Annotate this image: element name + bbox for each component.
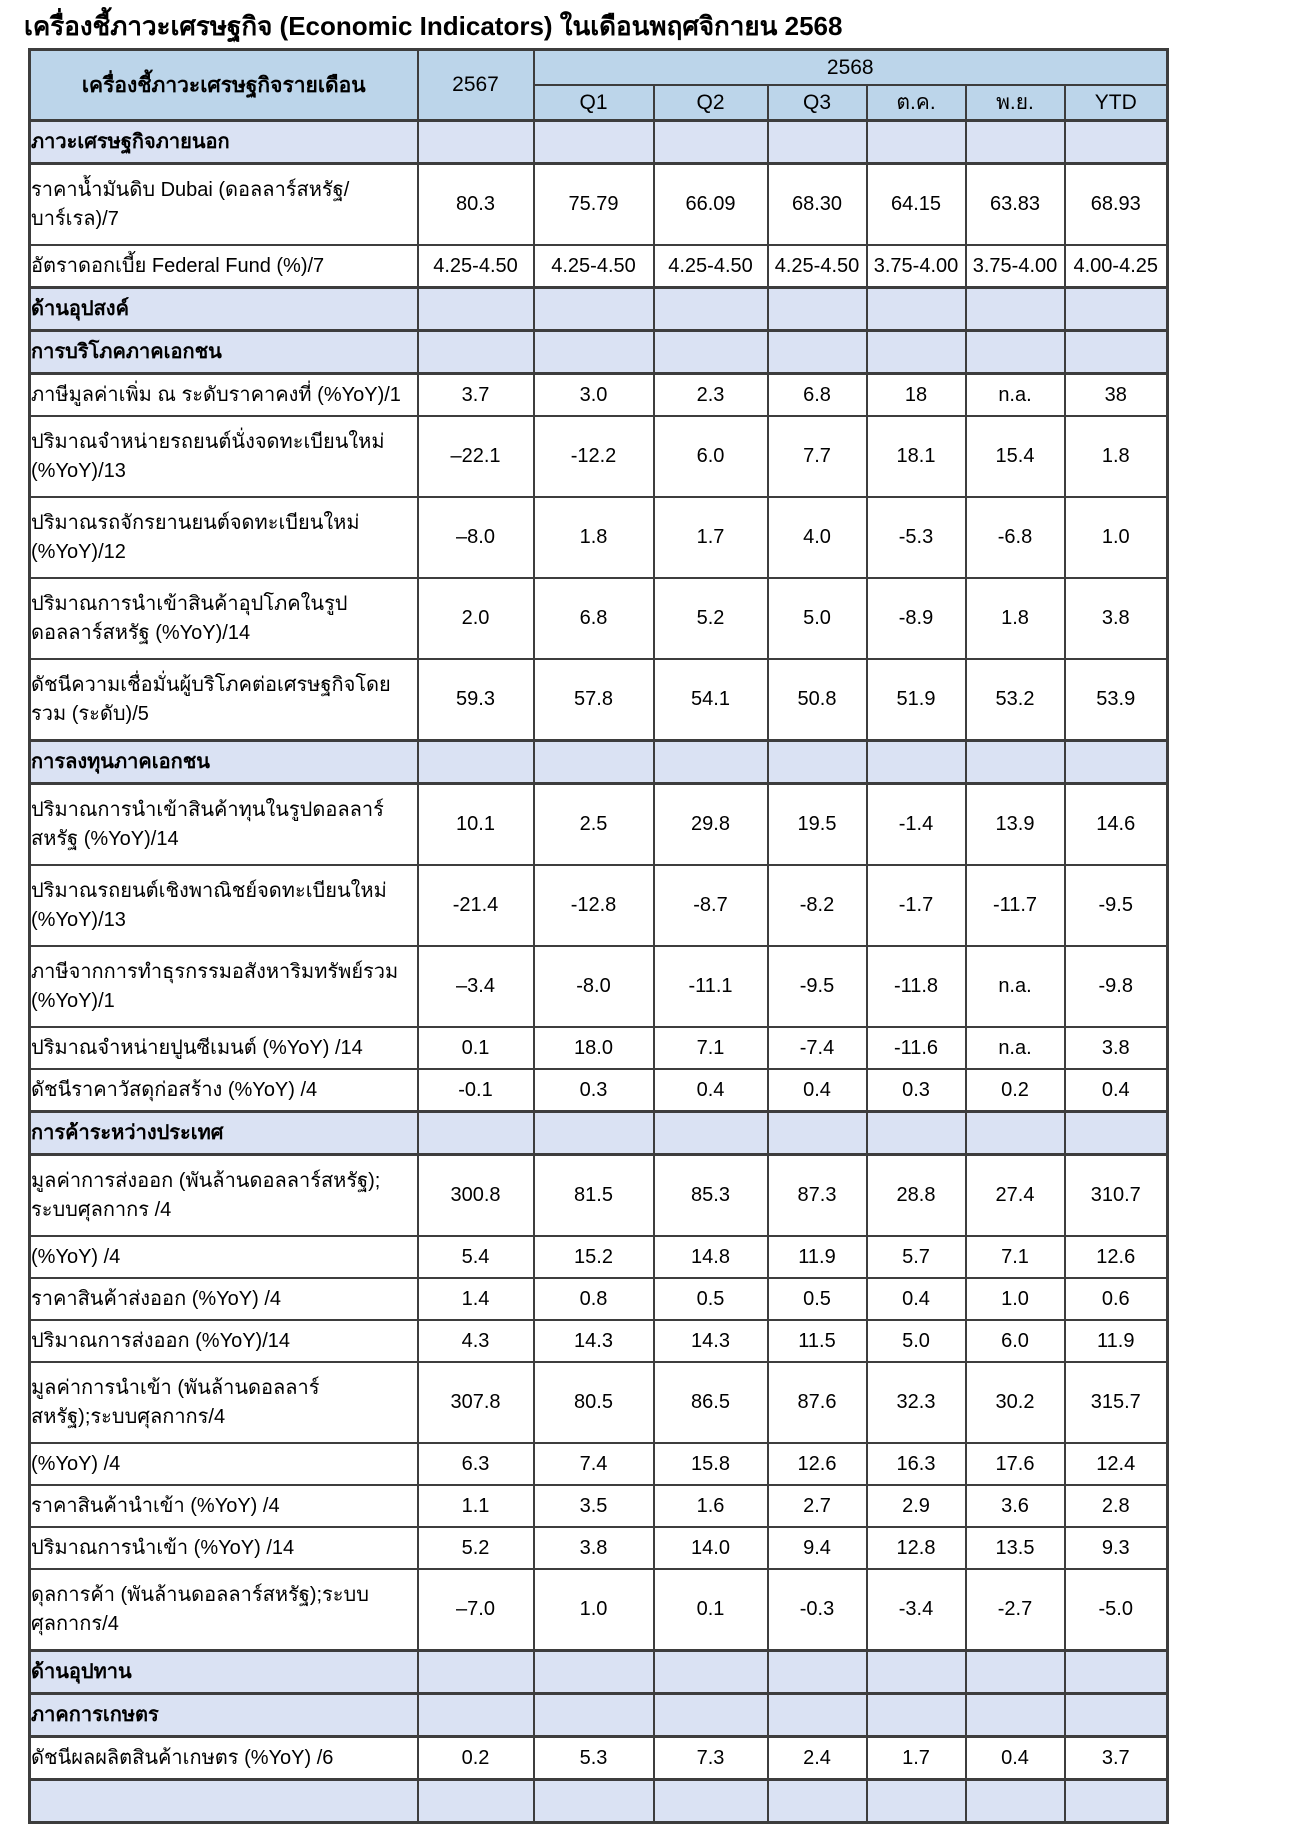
cell-2567: [418, 1780, 534, 1823]
cell-q1: -8.0: [534, 946, 654, 1027]
table-header: [30, 50, 1168, 121]
cell-2567: 5.2: [418, 1527, 534, 1569]
cell-ytd: 11.9: [1065, 1320, 1168, 1362]
cell-q1: 4.25-4.50: [534, 245, 654, 288]
cell-2567: -21.4: [418, 865, 534, 946]
cell-q1: 7.4: [534, 1443, 654, 1485]
row-label: ปริมาณจำหน่ายปูนซีเมนต์ (%YoY) /14: [30, 1027, 418, 1069]
cell-2567: 307.8: [418, 1362, 534, 1443]
cell-oct: 64.15: [867, 164, 966, 246]
cell-nov: -2.7: [966, 1569, 1065, 1651]
cell-nov: 6.0: [966, 1320, 1065, 1362]
row-label: ภาษีมูลค่าเพิ่ม ณ ระดับราคาคงที่ (%YoY)/1: [30, 374, 418, 417]
cell-2567: [418, 288, 534, 331]
cell-q1: 1.0: [534, 1569, 654, 1651]
cell-q2: 85.3: [654, 1155, 768, 1237]
cell-nov: 7.1: [966, 1236, 1065, 1278]
cell-q3: [768, 741, 867, 784]
column-header-q1: Q1: [534, 85, 654, 121]
cell-2567: [418, 1694, 534, 1737]
cell-oct: 0.3: [867, 1069, 966, 1112]
cell-q2: 1.7: [654, 497, 768, 578]
cell-q3: [768, 1112, 867, 1155]
column-header-ytd: YTD: [1065, 85, 1168, 121]
cell-oct: -11.8: [867, 946, 966, 1027]
cell-2567: [418, 331, 534, 374]
cell-oct: 2.9: [867, 1485, 966, 1527]
cell-ytd: 0.6: [1065, 1278, 1168, 1320]
cell-q1: 0.8: [534, 1278, 654, 1320]
row-label: มูลค่าการส่งออก (พันล้านดอลลาร์สหรัฐ); ระบบศุลกากร /4: [30, 1155, 418, 1237]
cell-ytd: 14.6: [1065, 784, 1168, 866]
cell-oct: [867, 121, 966, 164]
cell-q2: 6.0: [654, 416, 768, 497]
cell-q1: 0.3: [534, 1069, 654, 1112]
cell-nov: n.a.: [966, 1027, 1065, 1069]
cell-q1: 81.5: [534, 1155, 654, 1237]
cell-nov: 13.5: [966, 1527, 1065, 1569]
cell-nov: 3.75-4.00: [966, 245, 1065, 288]
section-label: การค้าระหว่างประเทศ: [30, 1112, 418, 1155]
cell-q3: 87.3: [768, 1155, 867, 1237]
cell-q1: [534, 121, 654, 164]
cell-oct: [867, 1780, 966, 1823]
column-header-q2: Q2: [654, 85, 768, 121]
cell-ytd: 1.8: [1065, 416, 1168, 497]
table-row: [30, 1069, 1168, 1112]
table-row: [30, 245, 1168, 288]
cell-q1: [534, 288, 654, 331]
table-row: [30, 1485, 1168, 1527]
cell-nov: 3.6: [966, 1485, 1065, 1527]
cell-ytd: [1065, 121, 1168, 164]
cell-2567: [418, 1651, 534, 1694]
section-label: ด้านอุปทาน: [30, 1651, 418, 1694]
cell-ytd: [1065, 1694, 1168, 1737]
cell-nov: 27.4: [966, 1155, 1065, 1237]
cell-ytd: 1.0: [1065, 497, 1168, 578]
cell-nov: 0.2: [966, 1069, 1065, 1112]
cell-2567: –3.4: [418, 946, 534, 1027]
section-label: ด้านอุปสงค์: [30, 288, 418, 331]
cell-2567: -0.1: [418, 1069, 534, 1112]
cell-q1: [534, 741, 654, 784]
cell-q1: [534, 1694, 654, 1737]
cell-q1: [534, 331, 654, 374]
row-label: ปริมาณรถยนต์เชิงพาณิชย์จดทะเบียนใหม่ (%YoY)/13: [30, 865, 418, 946]
cell-nov: [966, 121, 1065, 164]
page-title: เครื่องชี้ภาวะเศรษฐกิจ (Economic Indicators) ในเดือนพฤศจิกายน 2568: [24, 11, 843, 41]
cell-nov: 15.4: [966, 416, 1065, 497]
cell-q2: 86.5: [654, 1362, 768, 1443]
section-label: [30, 1780, 418, 1823]
section-row: [30, 1112, 1168, 1155]
cell-q3: [768, 331, 867, 374]
cell-nov: 17.6: [966, 1443, 1065, 1485]
cell-q2: 14.0: [654, 1527, 768, 1569]
cell-q3: 0.5: [768, 1278, 867, 1320]
cell-nov: -11.7: [966, 865, 1065, 946]
cell-ytd: [1065, 1112, 1168, 1155]
row-label: ดัชนีราคาวัสดุก่อสร้าง (%YoY) /4: [30, 1069, 418, 1112]
cell-q3: 4.25-4.50: [768, 245, 867, 288]
table-row: [30, 1527, 1168, 1569]
cell-q3: [768, 288, 867, 331]
section-row: [30, 1651, 1168, 1694]
column-header-indicator: เครื่องชี้ภาวะเศรษฐกิจรายเดือน: [30, 50, 418, 121]
cell-q1: 15.2: [534, 1236, 654, 1278]
cell-q2: 14.8: [654, 1236, 768, 1278]
cell-oct: 5.0: [867, 1320, 966, 1362]
column-header-nov: พ.ย.: [966, 85, 1065, 121]
cell-ytd: 3.8: [1065, 1027, 1168, 1069]
row-label: มูลค่าการนำเข้า (พันล้านดอลลาร์สหรัฐ);ระบบศุลกากร/4: [30, 1362, 418, 1443]
cell-q3: 87.6: [768, 1362, 867, 1443]
cell-2567: 5.4: [418, 1236, 534, 1278]
cell-q3: -0.3: [768, 1569, 867, 1651]
cell-oct: -5.3: [867, 497, 966, 578]
cell-q3: 7.7: [768, 416, 867, 497]
row-label: ปริมาณการนำเข้า (%YoY) /14: [30, 1527, 418, 1569]
cell-nov: 30.2: [966, 1362, 1065, 1443]
cell-ytd: 3.7: [1065, 1737, 1168, 1780]
cell-oct: 18.1: [867, 416, 966, 497]
cell-q3: 6.8: [768, 374, 867, 417]
cell-oct: [867, 1112, 966, 1155]
cell-q3: 50.8: [768, 659, 867, 741]
table-row: [30, 659, 1168, 741]
cell-q3: 11.9: [768, 1236, 867, 1278]
cell-q1: 6.8: [534, 578, 654, 659]
row-label: (%YoY) /4: [30, 1236, 418, 1278]
cell-ytd: 53.9: [1065, 659, 1168, 741]
cell-q1: 2.5: [534, 784, 654, 866]
cell-q3: [768, 121, 867, 164]
cell-2567: 3.7: [418, 374, 534, 417]
cell-nov: -6.8: [966, 497, 1065, 578]
cell-ytd: 38: [1065, 374, 1168, 417]
cell-nov: [966, 1780, 1065, 1823]
cell-oct: -11.6: [867, 1027, 966, 1069]
cell-ytd: 4.00-4.25: [1065, 245, 1168, 288]
cell-2567: 1.4: [418, 1278, 534, 1320]
cell-q2: [654, 121, 768, 164]
table-row: [30, 1569, 1168, 1651]
table-row: [30, 164, 1168, 246]
cell-q1: 3.5: [534, 1485, 654, 1527]
row-label: ดุลการค้า (พันล้านดอลลาร์สหรัฐ);ระบบศุลกากร/4: [30, 1569, 418, 1651]
cell-oct: [867, 331, 966, 374]
row-label: ราคาน้ำมันดิบ Dubai (ดอลลาร์สหรัฐ/บาร์เรล)/7: [30, 164, 418, 246]
cell-ytd: 2.8: [1065, 1485, 1168, 1527]
section-row: [30, 741, 1168, 784]
cell-q2: 0.5: [654, 1278, 768, 1320]
cell-oct: 12.8: [867, 1527, 966, 1569]
cell-q3: -9.5: [768, 946, 867, 1027]
column-header-oct: ต.ค.: [867, 85, 966, 121]
cell-2567: [418, 1112, 534, 1155]
cell-q3: 11.5: [768, 1320, 867, 1362]
cell-q2: 66.09: [654, 164, 768, 246]
cell-2567: 0.1: [418, 1027, 534, 1069]
cell-q2: 14.3: [654, 1320, 768, 1362]
cell-nov: [966, 1651, 1065, 1694]
table-row: [30, 865, 1168, 946]
cell-2567: 4.25-4.50: [418, 245, 534, 288]
cell-q1: 3.8: [534, 1527, 654, 1569]
cell-2567: 300.8: [418, 1155, 534, 1237]
cell-q1: 14.3: [534, 1320, 654, 1362]
cell-ytd: 12.4: [1065, 1443, 1168, 1485]
cell-nov: [966, 331, 1065, 374]
cell-oct: 32.3: [867, 1362, 966, 1443]
cell-q3: 5.0: [768, 578, 867, 659]
cell-q3: 0.4: [768, 1069, 867, 1112]
cell-q2: 0.1: [654, 1569, 768, 1651]
cell-oct: 51.9: [867, 659, 966, 741]
cell-q3: 2.4: [768, 1737, 867, 1780]
cell-q2: 54.1: [654, 659, 768, 741]
cell-q1: -12.8: [534, 865, 654, 946]
cell-ytd: 315.7: [1065, 1362, 1168, 1443]
table-row: [30, 1320, 1168, 1362]
cell-2567: [418, 741, 534, 784]
table-row: [30, 1362, 1168, 1443]
row-label: ดัชนีผลผลิตสินค้าเกษตร (%YoY) /6: [30, 1737, 418, 1780]
table-row: [30, 1737, 1168, 1780]
cell-2567: 6.3: [418, 1443, 534, 1485]
cell-oct: 16.3: [867, 1443, 966, 1485]
cell-2567: [418, 121, 534, 164]
cell-2567: –22.1: [418, 416, 534, 497]
cell-q2: [654, 1651, 768, 1694]
cell-nov: 1.0: [966, 1278, 1065, 1320]
cell-q2: 1.6: [654, 1485, 768, 1527]
cell-q2: 7.3: [654, 1737, 768, 1780]
cell-q1: 5.3: [534, 1737, 654, 1780]
cell-q2: -8.7: [654, 865, 768, 946]
column-header-year-2568-group: 2568: [534, 50, 1168, 86]
cell-ytd: [1065, 741, 1168, 784]
table-row: [30, 1027, 1168, 1069]
cell-oct: [867, 741, 966, 784]
cell-q2: [654, 288, 768, 331]
cell-q3: -7.4: [768, 1027, 867, 1069]
cell-q2: 7.1: [654, 1027, 768, 1069]
row-label: ปริมาณการนำเข้าสินค้าอุปโภคในรูปดอลลาร์สหรัฐ (%YoY)/14: [30, 578, 418, 659]
section-row: [30, 1780, 1168, 1823]
cell-q1: 1.8: [534, 497, 654, 578]
section-row: [30, 331, 1168, 374]
table-row: [30, 497, 1168, 578]
cell-oct: -3.4: [867, 1569, 966, 1651]
cell-q2: 2.3: [654, 374, 768, 417]
cell-q2: [654, 1112, 768, 1155]
cell-oct: -8.9: [867, 578, 966, 659]
cell-ytd: 0.4: [1065, 1069, 1168, 1112]
cell-2567: 80.3: [418, 164, 534, 246]
cell-q3: [768, 1694, 867, 1737]
table-row: [30, 1443, 1168, 1485]
cell-nov: n.a.: [966, 374, 1065, 417]
cell-q2: 0.4: [654, 1069, 768, 1112]
cell-ytd: 68.93: [1065, 164, 1168, 246]
cell-q1: [534, 1780, 654, 1823]
cell-oct: [867, 1651, 966, 1694]
cell-oct: 18: [867, 374, 966, 417]
cell-q1: 57.8: [534, 659, 654, 741]
row-label: ปริมาณการส่งออก (%YoY)/14: [30, 1320, 418, 1362]
column-header-year-2567: 2567: [418, 50, 534, 121]
cell-2567: 4.3: [418, 1320, 534, 1362]
row-label: ราคาสินค้าส่งออก (%YoY) /4: [30, 1278, 418, 1320]
cell-2567: –8.0: [418, 497, 534, 578]
cell-oct: [867, 288, 966, 331]
cell-oct: -1.4: [867, 784, 966, 866]
cell-nov: [966, 288, 1065, 331]
cell-q3: [768, 1780, 867, 1823]
cell-ytd: -9.5: [1065, 865, 1168, 946]
table-body: [30, 121, 1168, 1823]
table-row: [30, 578, 1168, 659]
cell-oct: 28.8: [867, 1155, 966, 1237]
cell-q2: 15.8: [654, 1443, 768, 1485]
table-row: [30, 416, 1168, 497]
cell-q3: 68.30: [768, 164, 867, 246]
cell-oct: -1.7: [867, 865, 966, 946]
cell-ytd: [1065, 1651, 1168, 1694]
cell-q2: [654, 331, 768, 374]
cell-q1: 80.5: [534, 1362, 654, 1443]
cell-2567: 0.2: [418, 1737, 534, 1780]
table-row: [30, 374, 1168, 417]
cell-ytd: -9.8: [1065, 946, 1168, 1027]
table-row: [30, 1278, 1168, 1320]
cell-nov: [966, 1112, 1065, 1155]
cell-q3: 12.6: [768, 1443, 867, 1485]
cell-q2: 4.25-4.50: [654, 245, 768, 288]
cell-ytd: 310.7: [1065, 1155, 1168, 1237]
cell-nov: 53.2: [966, 659, 1065, 741]
cell-q3: 2.7: [768, 1485, 867, 1527]
cell-ytd: 9.3: [1065, 1527, 1168, 1569]
section-label: การบริโภคภาคเอกชน: [30, 331, 418, 374]
cell-q1: 18.0: [534, 1027, 654, 1069]
row-label: ภาษีจากการทำธุรกรรมอสังหาริมทรัพย์รวม (%YoY)/1: [30, 946, 418, 1027]
table-row: [30, 784, 1168, 866]
cell-ytd: [1065, 288, 1168, 331]
cell-2567: 10.1: [418, 784, 534, 866]
cell-nov: 63.83: [966, 164, 1065, 246]
row-label: (%YoY) /4: [30, 1443, 418, 1485]
cell-q2: 29.8: [654, 784, 768, 866]
cell-nov: 13.9: [966, 784, 1065, 866]
cell-nov: n.a.: [966, 946, 1065, 1027]
cell-oct: 5.7: [867, 1236, 966, 1278]
cell-q2: [654, 1780, 768, 1823]
cell-2567: 59.3: [418, 659, 534, 741]
row-label: ดัชนีความเชื่อมั่นผู้บริโภคต่อเศรษฐกิจโดยรวม (ระดับ)/5: [30, 659, 418, 741]
cell-q3: -8.2: [768, 865, 867, 946]
cell-q3: [768, 1651, 867, 1694]
cell-ytd: [1065, 1780, 1168, 1823]
economic-indicators-table: [28, 48, 1169, 1824]
row-label: ปริมาณจำหน่ายรถยนต์นั่งจดทะเบียนใหม่ (%YoY)/13: [30, 416, 418, 497]
cell-oct: 3.75-4.00: [867, 245, 966, 288]
section-label: การลงทุนภาคเอกชน: [30, 741, 418, 784]
cell-nov: 1.8: [966, 578, 1065, 659]
table-row: [30, 1155, 1168, 1237]
cell-q3: 19.5: [768, 784, 867, 866]
section-row: [30, 288, 1168, 331]
cell-2567: 2.0: [418, 578, 534, 659]
cell-q2: 5.2: [654, 578, 768, 659]
cell-nov: [966, 741, 1065, 784]
section-row: [30, 1694, 1168, 1737]
cell-q1: [534, 1112, 654, 1155]
row-label: ราคาสินค้านำเข้า (%YoY) /4: [30, 1485, 418, 1527]
cell-q1: [534, 1651, 654, 1694]
row-label: ปริมาณรถจักรยานยนต์จดทะเบียนใหม่ (%YoY)/12: [30, 497, 418, 578]
table-row: [30, 946, 1168, 1027]
cell-q2: [654, 1694, 768, 1737]
row-label: ปริมาณการนำเข้าสินค้าทุนในรูปดอลลาร์สหรัฐ (%YoY)/14: [30, 784, 418, 866]
cell-q1: -12.2: [534, 416, 654, 497]
cell-nov: 0.4: [966, 1737, 1065, 1780]
table-row: [30, 1236, 1168, 1278]
cell-oct: [867, 1694, 966, 1737]
cell-oct: 0.4: [867, 1278, 966, 1320]
section-label: ภาคการเกษตร: [30, 1694, 418, 1737]
section-row: [30, 121, 1168, 164]
cell-2567: 1.1: [418, 1485, 534, 1527]
cell-q2: -11.1: [654, 946, 768, 1027]
cell-q1: 3.0: [534, 374, 654, 417]
cell-oct: 1.7: [867, 1737, 966, 1780]
section-label: ภาวะเศรษฐกิจภายนอก: [30, 121, 418, 164]
cell-2567: –7.0: [418, 1569, 534, 1651]
cell-q3: 4.0: [768, 497, 867, 578]
cell-ytd: [1065, 331, 1168, 374]
cell-ytd: -5.0: [1065, 1569, 1168, 1651]
cell-nov: [966, 1694, 1065, 1737]
column-header-q3: Q3: [768, 85, 867, 121]
cell-q3: 9.4: [768, 1527, 867, 1569]
row-label: อัตราดอกเบี้ย Federal Fund (%)/7: [30, 245, 418, 288]
cell-ytd: 12.6: [1065, 1236, 1168, 1278]
cell-q1: 75.79: [534, 164, 654, 246]
cell-q2: [654, 741, 768, 784]
cell-ytd: 3.8: [1065, 578, 1168, 659]
